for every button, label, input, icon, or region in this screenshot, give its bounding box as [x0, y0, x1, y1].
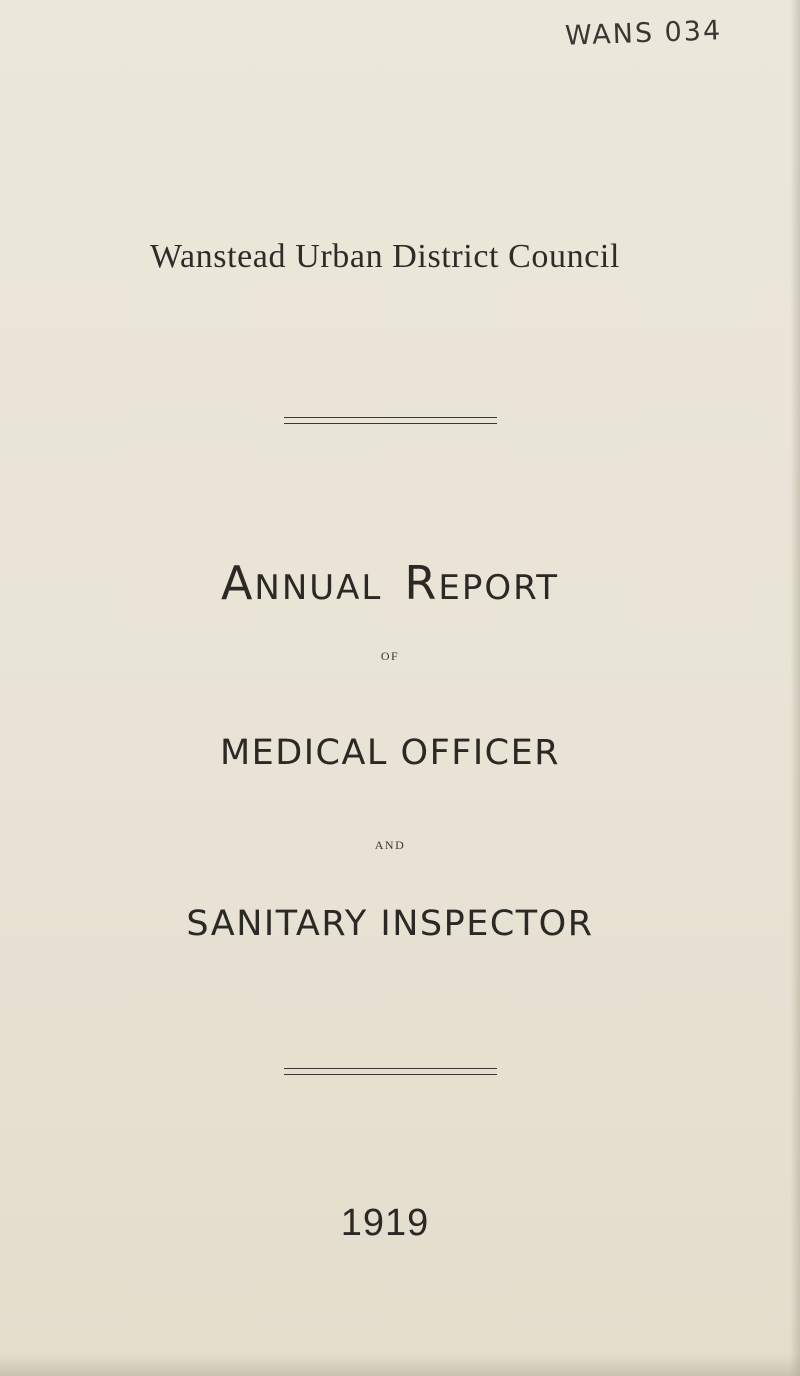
double-rule-divider-top [284, 417, 497, 424]
heading-sanitary-inspector: SANITARY INSPECTOR [186, 904, 594, 944]
title-initial-a: A [220, 556, 255, 610]
double-rule-divider-bottom [284, 1068, 497, 1075]
council-name: Wanstead Urban District Council [149, 238, 621, 275]
title-word-annual-rest: NNUAL [254, 568, 383, 608]
report-year: 1919 [340, 1202, 430, 1244]
heading-medical-officer: MEDICAL OFFICER [219, 733, 561, 773]
report-title [0, 556, 780, 610]
connector-and: AND [374, 838, 406, 852]
title-initial-r: R [404, 556, 439, 610]
handwritten-reference-mark: WANS 034 [564, 15, 723, 52]
title-word-report-rest: EPORT [438, 568, 560, 608]
connector-of: OF [380, 649, 400, 663]
